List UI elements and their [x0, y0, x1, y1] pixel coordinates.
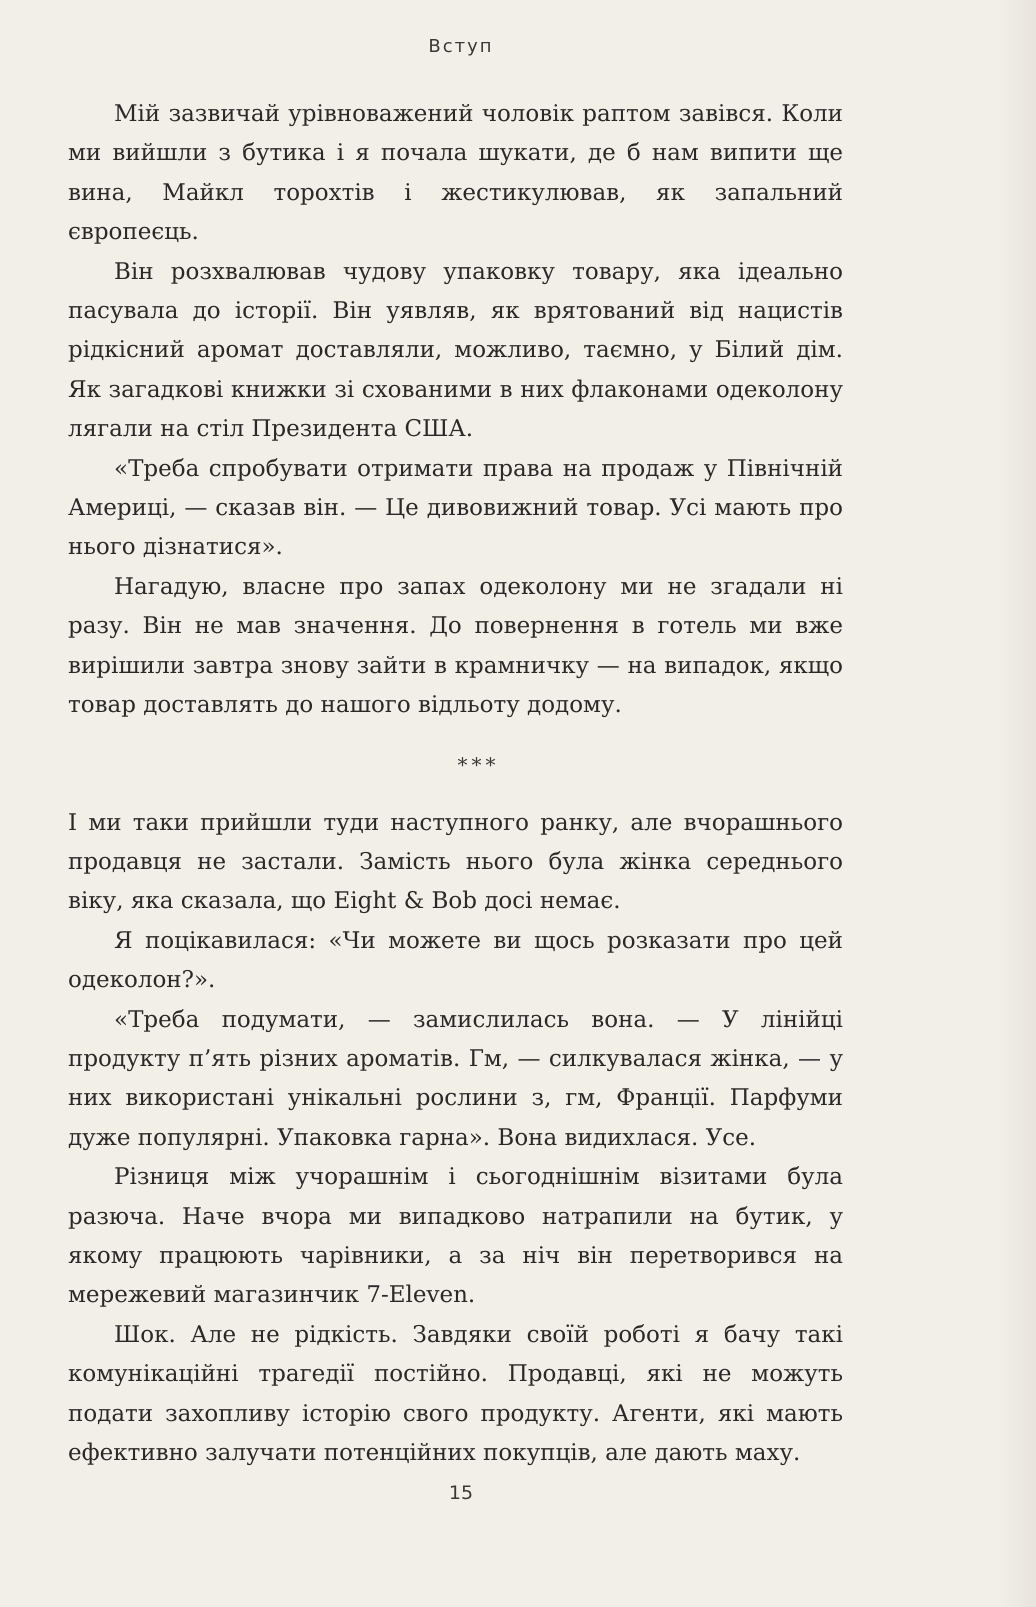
paragraph: Шок. Але не рідкість. Завдяки своїй роботі я бачу такі комунікаційні трагедії постійно. Продавці, які не можуть подати захопливу історію свого продукту. Агенти, які мають ефективно залучати потенційних покупців, але дають маху. — [68, 1321, 843, 1466]
running-head: Вступ — [428, 36, 494, 57]
paragraph: Він розхвалював чудову упаковку товару, яка ідеально пасувала до історії. Він уявляв, як врятований від нацистів рідкісний аромат доставляли, можливо, таємно, у Білий дім. Як загадкові книжки зі схованими в них флаконами одеколону лягали на стіл Президента США. — [68, 258, 843, 443]
paragraph: Я поцікавилася: «Чи можете ви щось розказати про цей одеколон?». — [68, 927, 843, 994]
paragraph: Нагадую, власне про запах одеколону ми не згадали ні разу. Він не мав значення. До повернення в готель ми вже вирішили завтра знову зайти в крамничку — на випадок, якщо товар доставлять до нашого відльоту додому. — [68, 573, 843, 719]
paragraph: Мій зазвичай урівноважений чоловік раптом завівся. Коли ми вийшли з бутика і я почала шукати, де б нам випити ще вина, Майкл торохтів і жестикулював, як запальний європеєць. — [68, 101, 843, 246]
paragraph: «Треба спробувати отримати права на продаж у Північній Америці, — сказав він. — Це дивовижний товар. Усі мають про нього дізнатися». — [68, 455, 843, 561]
section-separator: *** — [457, 752, 500, 777]
paragraph: «Треба подумати, — замислилась вона. — У лінійці продукту п’ять різних ароматів. Гм, — силкувалася жінка, — у них використані унікальні рослини з, гм, Франції. Парфуми дуже популярні. Упаковка гарна». Вона видихлася. Усе. — [68, 1006, 843, 1151]
paragraph: І ми таки прийшли туди наступного ранку, але вчорашнього продавця не застали. Замість нього була жінка середнього віку, яка сказала, що Eight & Bob досі немає. — [68, 809, 843, 915]
body-text — [68, 95, 843, 1473]
page-number: 15 — [448, 1482, 474, 1504]
paragraph: Різниця між учорашнім і сьогоднішнім візитами була разюча. Наче вчора ми випадково натрапили на бутик, у якому працюють чарівники, а за ніч він перетворився на мережевий магазинчик 7-Eleven. — [68, 1164, 843, 1309]
